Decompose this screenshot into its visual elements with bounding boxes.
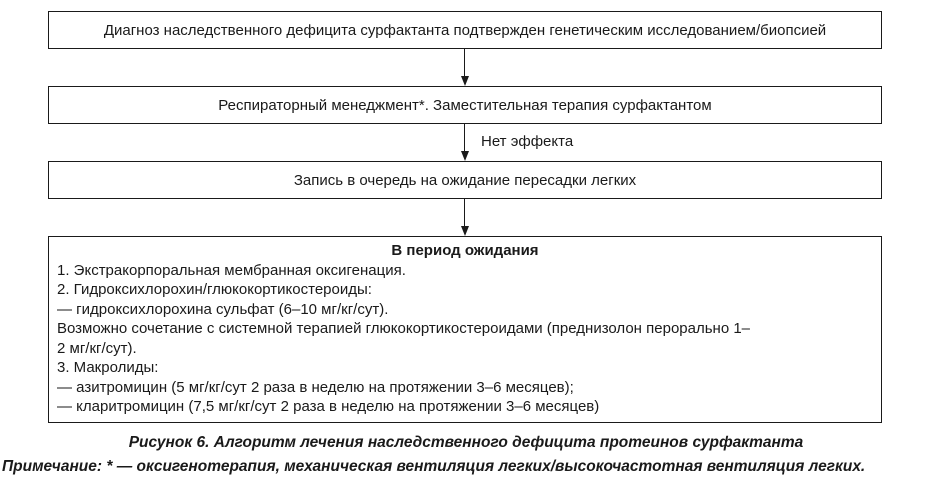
waiting-period-line: — кларитромицин (7,5 мг/кг/сут 2 раза в неделю на протяжении 3–6 месяцев)	[57, 398, 600, 415]
transplant-waitlist-text: Запись в очередь на ожидание пересадки легких	[293, 171, 637, 189]
arrow-2-head	[461, 151, 469, 161]
diagnosis-node	[48, 11, 882, 49]
figure-caption: Рисунок 6. Алгоритм лечения наследственного дефицита протеинов сурфактанта	[128, 434, 804, 451]
waiting-period-title: В период ожидания	[391, 242, 539, 259]
waiting-period-node	[48, 236, 882, 423]
waiting-period-line: — гидроксихлорохина сульфат (6–10 мг/кг/сут).	[57, 300, 389, 318]
waiting-period-line: — азитромицин (5 мг/кг/сут 2 раза в неделю на протяжении 3–6 месяцев);	[57, 378, 574, 396]
waiting-period-line: Возможно сочетание с системной терапией глюкокортикостероидами (преднизолон перорально 1–	[57, 320, 751, 337]
respiratory-management-node	[48, 86, 882, 124]
arrow-3-shaft	[464, 199, 465, 226]
waiting-period-line: 2. Гидроксихлорохин/глюкокортикостероиды:	[57, 281, 372, 298]
transplant-waitlist-node	[48, 161, 882, 199]
figure-note: Примечание: * — оксигенотерапия, механическая вентиляция легких/высокочастотная вентиляция легких.	[2, 458, 866, 475]
waiting-period-line: 3. Макролиды:	[57, 359, 159, 376]
waiting-period-line: 2 мг/кг/сут).	[57, 339, 137, 357]
no-effect-label: Нет эффекта	[481, 133, 574, 150]
diagnosis-node-text: Диагноз наследственного дефицита сурфактанта подтвержден генетическим исследованием/биопсией	[103, 21, 827, 39]
arrow-1-head	[461, 76, 469, 86]
arrow-1-shaft	[464, 49, 465, 76]
waiting-period-line: 1. Экстракорпоральная мембранная оксигенация.	[57, 261, 406, 279]
arrow-2-shaft	[464, 124, 465, 151]
respiratory-management-text: Респираторный менеджмент*. Заместительная терапия сурфактантом	[218, 96, 712, 114]
arrow-3-head	[461, 226, 469, 236]
